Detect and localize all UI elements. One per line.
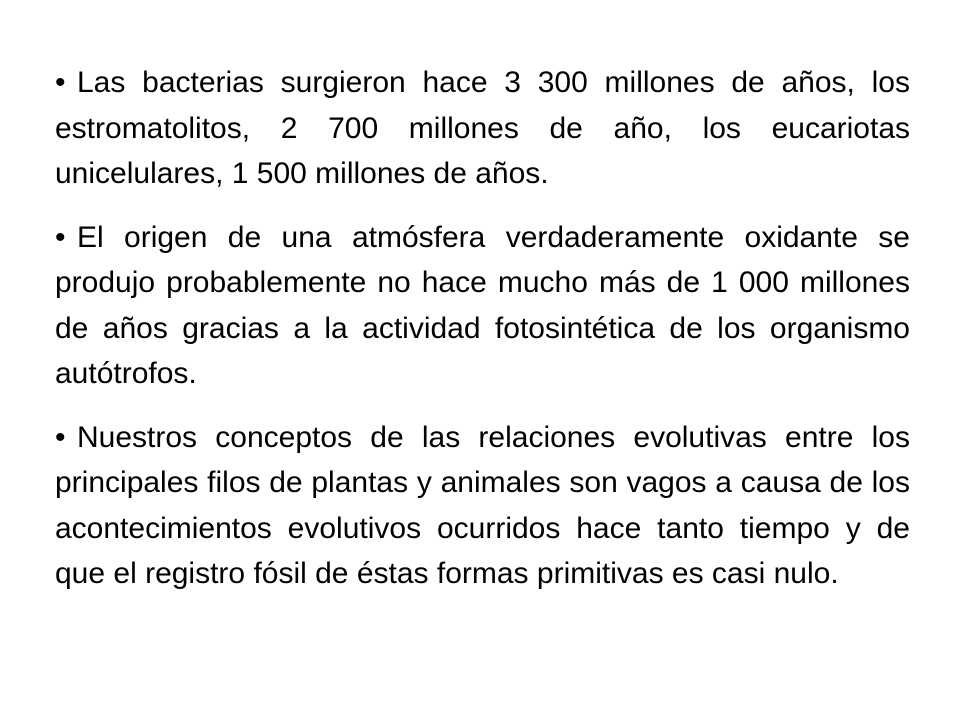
bullet-list xyxy=(55,60,910,615)
bullet-marker: • xyxy=(55,220,66,254)
bullet-marker: • xyxy=(55,66,66,99)
bullet-text-1: Las bacterias surgieron hace 3 300 millones de años, los estromatolitos, 2 700 millones de año, los eucariotas unicelulares, 1 500 millones de años. xyxy=(55,66,910,190)
bullet-item-3 xyxy=(55,415,910,597)
bullet-marker: • xyxy=(55,420,66,454)
bullet-item-2 xyxy=(55,215,910,397)
bullet-text-2: El origen de una atmósfera verdaderamente oxidante se produjo probablemente no hace mucho más de 1 000 millones de años gracias a la actividad fotosintética de los organismo autótrofos. xyxy=(55,220,910,390)
bullet-text-3: Nuestros conceptos de las relaciones evolutivas entre los principales filos de plantas y animales son vagos a causa de los acontecimientos evolutivos ocurridos hace tanto tiempo y de que el registro fósil de éstas formas primitivas es casi nulo. xyxy=(55,420,910,590)
bullet-item-1 xyxy=(55,60,910,197)
